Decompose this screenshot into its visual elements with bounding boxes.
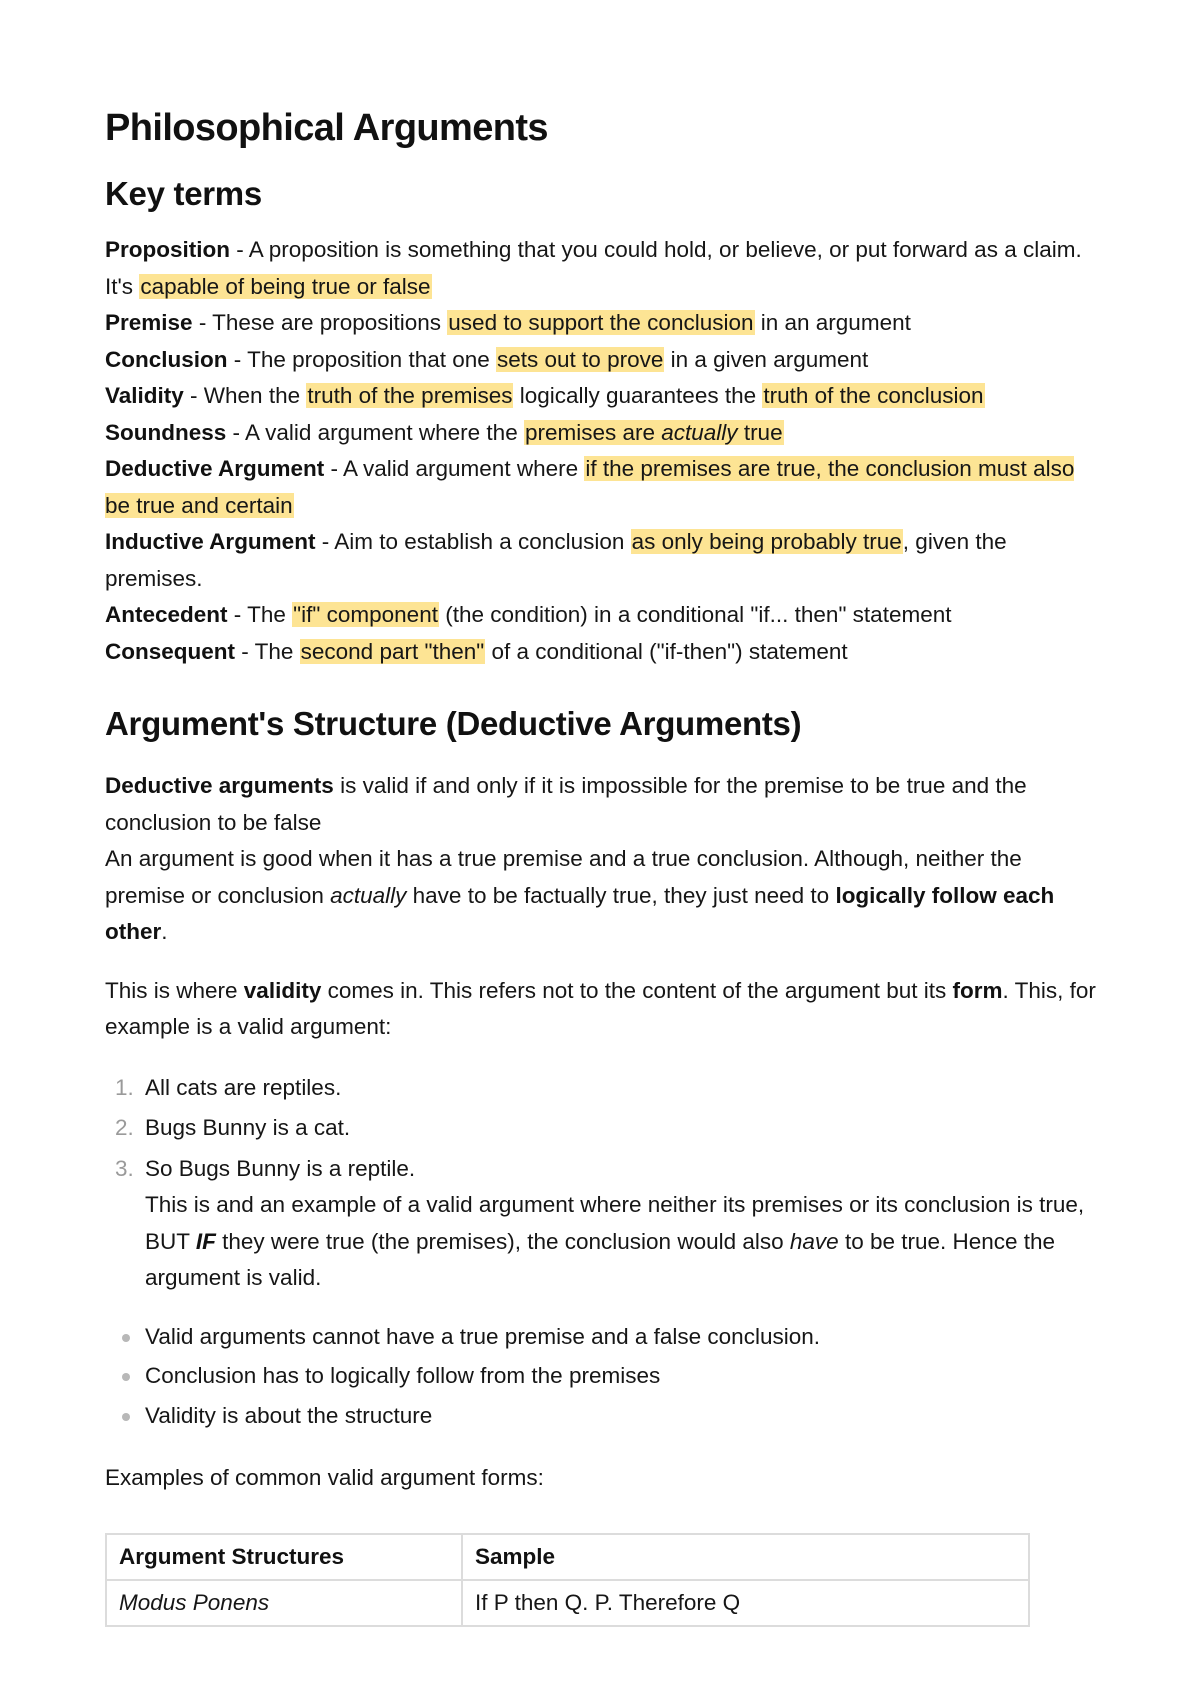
term-conclusion [105,342,1105,379]
bold-text: form [952,977,1003,1003]
term-name: Validity [105,383,184,408]
term-highlight: as only being probably true [631,529,902,554]
term-highlight-italic: actually [661,419,738,445]
paragraph-text: comes in. This refers not to the content of the argument but its [321,977,953,1003]
term-name: Soundness [105,419,227,445]
term-separator: - [192,310,213,335]
term-separator: - [230,237,249,262]
table-cell-text: Modus Ponens [119,1589,270,1615]
list-item [105,1070,1105,1107]
validity-paragraph [105,973,1105,1046]
term-definition: Aim to establish a conclusion [334,529,631,554]
list-item-text: So Bugs Bunny is a reptile. [145,1155,416,1181]
structure-heading: Argument's Structure (Deductive Arguments) [105,705,802,742]
table-header-row [106,1534,1029,1580]
term-name: Antecedent [105,602,228,627]
term-highlight-text: premises are [524,419,662,445]
term-highlight: used to support the conclusion [448,310,754,335]
document-title: Philosophical Arguments [105,107,548,149]
term-definition-middle: logically guarantees the [513,383,763,408]
term-proposition [105,232,1105,305]
term-soundness [105,415,1105,452]
term-consequent [105,634,1105,671]
term-premise [105,305,1105,342]
term-highlight: second part "then" [300,638,485,664]
term-separator: - [324,456,343,481]
validity-bullets [105,1319,1105,1435]
paragraph-text: This is where [105,977,244,1003]
term-deductive-argument [105,451,1105,524]
term-definition: The [247,602,293,627]
bullet-text: Valid arguments cannot have a true premise and a false conclusion. [145,1323,820,1349]
paragraph-text: An argument is good when it has a true premise and a true conclusion. Although, neither the premise or conclusion [105,846,1022,908]
term-name: Conclusion [105,346,228,372]
term-highlight: "if" component [293,602,438,627]
term-separator: - [227,602,248,627]
list-number: 1. [115,1074,134,1100]
key-terms-list [105,232,1105,670]
key-terms-heading: Key terms [105,175,262,212]
bold-italic-text: IF [195,1228,216,1254]
list-item-note: to be true. Hence the argument is valid. [145,1228,1056,1290]
bold-text: Deductive arguments [105,773,334,798]
term-inductive-argument [105,524,1105,597]
term-definition-end: (the condition) in a conditional "if... then" statement [438,602,952,627]
term-definition: When the [203,383,307,408]
italic-text: have [789,1228,839,1254]
term-name: Consequent [105,638,236,664]
list-item-note: This is and an example of a valid argument where neither its premises or its conclusion is true, BUT [145,1192,1085,1254]
term-name: Inductive Argument [105,529,316,554]
term-definition: A proposition is something that you could hold, or believe, or put forward as a claim. It's [105,237,1082,299]
term-definition-end: in an argument [754,310,911,335]
good-argument-paragraph [105,841,1105,951]
term-separator: - [227,346,248,372]
term-name: Premise [105,310,193,335]
term-separator: - [183,383,204,408]
italic-text: actually [330,882,407,908]
argument-forms-table [105,1533,1030,1627]
paragraph-text: . [161,919,168,944]
table-cell: If P then Q. P. Therefore Q [462,1580,1029,1626]
list-item [105,1110,1105,1147]
bullet-item [105,1358,1105,1395]
term-highlight-end: true [737,419,783,445]
term-definition: The proposition that one [247,346,497,372]
term-definition: These are propositions [212,310,448,335]
bold-text: logically follow each other [105,882,1055,944]
term-separator: - [226,419,246,445]
bold-text: validity [243,977,322,1003]
term-definition-end: of a conditional ("if-then") statement [485,638,848,664]
term-definition: The [254,638,300,664]
bullet-item [105,1398,1105,1435]
paragraph-text: have to be factually true, they just need to [406,882,836,908]
term-name: Deductive Argument [105,456,325,481]
term-separator: - [315,529,335,554]
bullet-dot-icon [122,1373,130,1381]
document-content [105,96,1105,1627]
table-header-cell: Argument Structures [106,1534,462,1580]
list-number: 3. [115,1155,134,1181]
term-definition-end: , given the premises. [105,529,1007,591]
list-item [105,1151,1105,1297]
term-highlight-2: truth of the conclusion [763,383,984,408]
term-definition: A valid argument where [342,456,585,481]
term-definition-end: in a given argument [664,346,869,372]
bullet-text: Validity is about the structure [145,1402,433,1428]
examples-intro: Examples of common valid argument forms: [105,1465,544,1490]
table-header-cell: Sample [462,1534,1029,1580]
paragraph-text: is valid if and only if it is impossible for the premise to be true and the conclusion to be false [105,773,1027,835]
term-definition: A valid argument where the [245,419,524,445]
deductive-definition-paragraph [105,768,1105,841]
term-name: Proposition [105,237,230,262]
structure-intro [105,768,1105,951]
term-validity [105,378,1105,415]
list-item-note: they were true (the premises), the conclusion would also [215,1228,790,1254]
term-highlight: if the premises are true, the conclusion must also be true and certain [105,456,1075,518]
table-cell [106,1580,462,1626]
table-row [106,1580,1029,1626]
paragraph-text: . This, for example is a valid argument: [105,977,1096,1039]
list-item-text: Bugs Bunny is a cat. [145,1115,351,1140]
term-highlight: sets out to prove [497,346,664,372]
term-separator: - [235,638,255,664]
bullet-item [105,1319,1105,1356]
bullet-dot-icon [122,1334,130,1342]
term-highlight: capable of being true or false [140,273,431,299]
term-antecedent [105,597,1105,634]
example-argument-list [105,1070,1105,1297]
list-item-text: All cats are reptiles. [145,1074,342,1100]
bullet-dot-icon [122,1413,130,1421]
bullet-text: Conclusion has to logically follow from the premises [145,1363,661,1388]
term-highlight: truth of the premises [307,383,513,408]
list-number: 2. [115,1115,134,1140]
term-highlight [524,420,784,445]
